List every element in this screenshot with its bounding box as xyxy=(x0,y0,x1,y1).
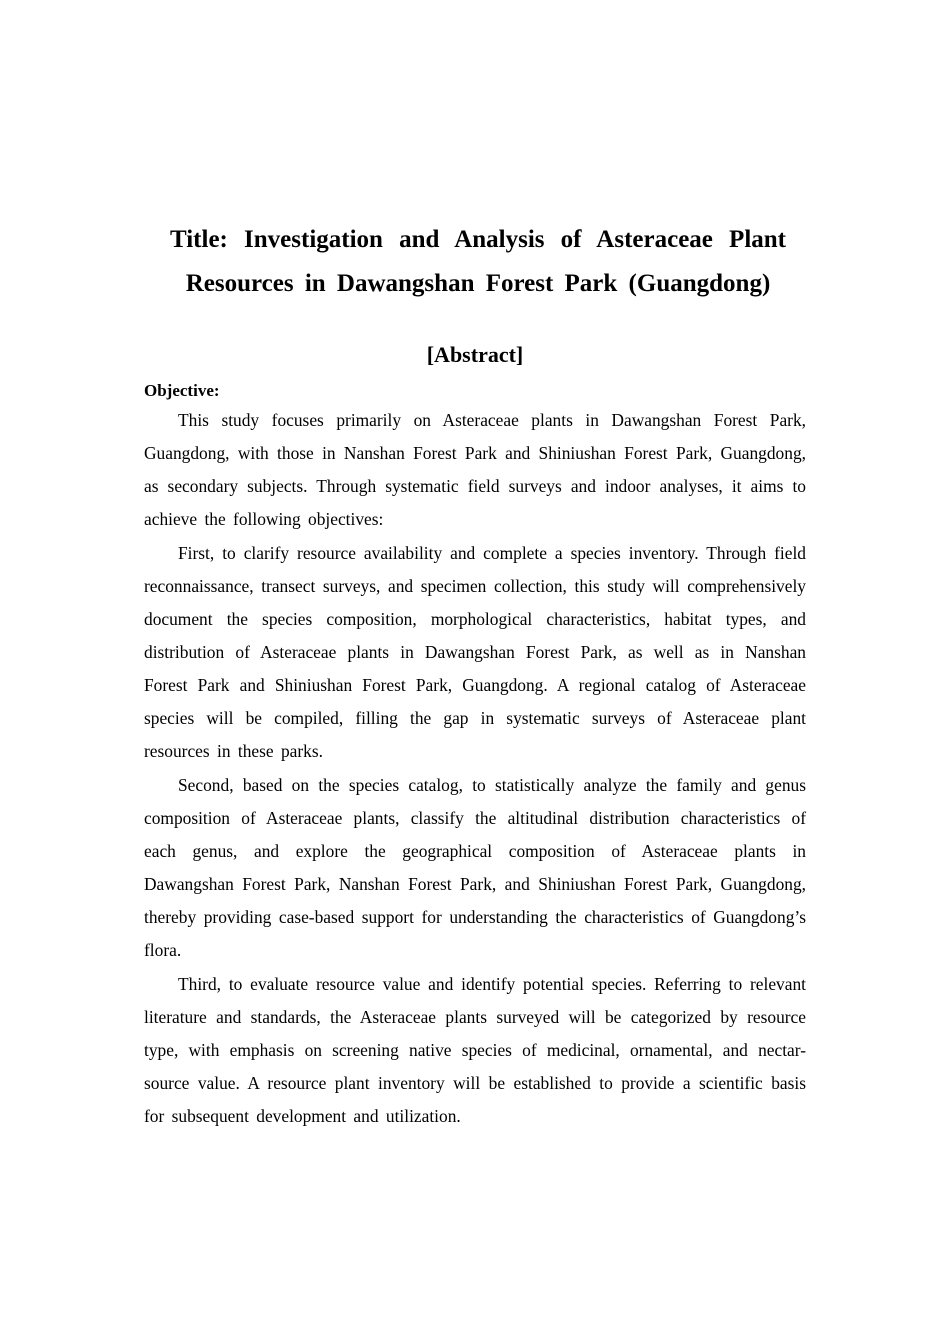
objective-label: Objective: xyxy=(144,381,220,400)
abstract-heading: [Abstract] xyxy=(426,342,524,367)
paragraph-second-objective: Second, based on the species catalog, to statistically analyze the family and genus composition of Asteraceae plants, classify the altitudinal distribution characteristics of each genus, and explore the geographical composition of Asteraceae plants in Dawangshan Forest Park, Nanshan Forest Park, and Shiniushan Forest Park, Guangdong, thereby providing case-based support for understanding the characteristics of Guangdong’s flora. xyxy=(144,775,806,960)
document-page xyxy=(144,218,806,1133)
paragraph-third-objective: Third, to evaluate resource value and identify potential species. Referring to relevant literature and standards, the Asteraceae plants surveyed will be categorized by resource type, with emphasis on screening native species of medicinal, ornamental, and nectar-source value. A resource plant inventory will be established to provide a scientific basis for subsequent development and utilization. xyxy=(144,974,806,1126)
paragraph-intro: This study focuses primarily on Asteraceae plants in Dawangshan Forest Park, Guangdong, with those in Nanshan Forest Park and Shiniushan Forest Park, Guangdong, as secondary subjects. Through systematic field surveys and indoor analyses, it aims to achieve the following objectives: xyxy=(144,410,806,529)
document-title: Title: Investigation and Analysis of Asteraceae Plant Resources in Dawangshan Forest Park (Guangdong) xyxy=(170,226,786,297)
paragraph-first-objective: First, to clarify resource availability and complete a species inventory. Through field reconnaissance, transect surveys, and specimen collection, this study will comprehensively document the species composition, morphological characteristics, habitat types, and distribution of Asteraceae plants in Dawangshan Forest Park, as well as in Nanshan Forest Park and Shiniushan Forest Park, Guangdong. A regional catalog of Asteraceae species will be compiled, filling the gap in systematic surveys of Asteraceae plant resources in these parks. xyxy=(144,543,806,761)
